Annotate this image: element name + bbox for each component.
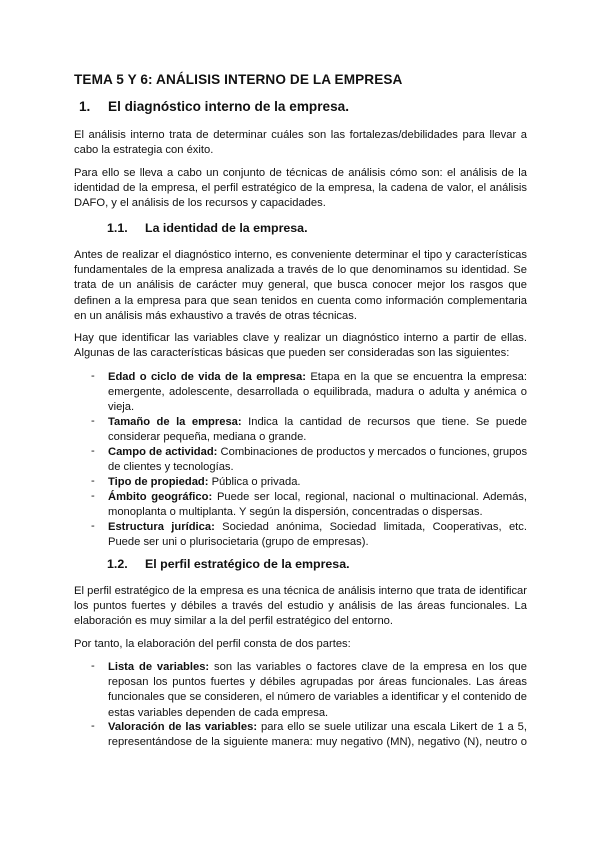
bullet-dash: - xyxy=(91,490,95,502)
section-1-2-heading: El perfil estratégico de la empresa. xyxy=(145,557,350,571)
text-line: fundamentales de la empresa analizada a través de lo que denominamos su identidad. Se xyxy=(74,264,527,277)
section-1-number: 1. xyxy=(79,99,91,114)
list-item xyxy=(108,660,527,721)
list-item xyxy=(108,475,527,490)
text-line: vieja. xyxy=(108,401,135,414)
list-item-term: Ámbito geográfico: xyxy=(108,491,213,503)
list-item-text: para ello se suele utilizar una escala Likert de 1 a 5, xyxy=(257,721,527,733)
list-item xyxy=(108,415,527,445)
text-line: El perfil estratégico de la empresa es una técnica de análisis interno que trata de identificar xyxy=(74,585,527,597)
bullet-dash: - xyxy=(91,445,95,457)
text-line: Hay que identificar las variables clave y realizar un diagnóstico interno a partir de ellas. xyxy=(74,332,527,344)
list-item-text: Pública o privada. xyxy=(208,476,301,488)
list-item-term: Estructura jurídica: xyxy=(108,521,215,533)
section-1-2-paragraph-2 xyxy=(74,637,527,652)
list-item xyxy=(108,720,527,750)
list-item xyxy=(108,490,527,520)
section-1-paragraph-1 xyxy=(74,128,527,158)
text-line: emergente, adolescente, desarrollada o equilibrada, madura o adulta y anémica o xyxy=(108,386,527,399)
section-1-1-heading: La identidad de la empresa. xyxy=(145,221,308,235)
list-item-term: Tamaño de la empresa: xyxy=(108,416,242,428)
text-line: reposan los puntos fuertes y débiles agrupadas por áreas funcionales. Las áreas xyxy=(108,676,527,689)
text-line: funcionales que se consideren, el número de variables a identificar y el contenido de xyxy=(108,691,527,704)
section-1-2-paragraph-1 xyxy=(74,584,527,630)
list-item-term: Edad o ciclo de vida de la empresa: xyxy=(108,371,306,383)
list-item-text: Etapa en la que se encuentra la empresa: xyxy=(305,371,527,383)
text-line: cabo la estrategia con éxito. xyxy=(74,144,214,157)
bullet-dash: - xyxy=(91,520,95,532)
text-line: monoplanta o multiplanta. Y según la dispersión, concentradas o dispersas. xyxy=(108,506,483,519)
text-line: considerar pequeña, mediana o grande. xyxy=(108,431,307,444)
list-item xyxy=(108,370,527,416)
section-1-heading: El diagnóstico interno de la empresa. xyxy=(108,99,349,114)
list-item-text: Combinaciones de productos y mercados o funciones, grupos xyxy=(217,446,528,458)
text-line: definen a la empresa para que sean tenidos en cuenta como información complementaria xyxy=(74,294,527,307)
list-item-text: Indica la cantidad de recursos que tiene. Se puede xyxy=(241,416,527,428)
text-line: Algunas de las características básicas que pueden ser consideradas son las siguientes: xyxy=(74,347,510,360)
list-item-term: Valoración de las variables: xyxy=(108,721,258,733)
text-line: Para ello se lleva a cabo un conjunto de técnicas de análisis cómo son: el análisis de la xyxy=(74,167,527,179)
list-item-term: Campo de actividad: xyxy=(108,446,218,458)
text-line: identidad de la empresa, el perfil estratégico de la empresa, la cadena de valor, el análisis xyxy=(74,182,527,195)
bullet-dash: - xyxy=(91,415,95,427)
list-item-text: Puede ser local, regional, nacional o multinacional. Además, xyxy=(212,491,527,503)
bullet-dash: - xyxy=(91,475,95,487)
text-line: en un análisis más exhaustivo a través de otras técnicas. xyxy=(74,309,357,322)
text-line: Puede ser uni o plurisocietaria (grupo de empresas). xyxy=(108,536,369,549)
list-item-term: Lista de variables: xyxy=(108,661,210,673)
bullet-dash: - xyxy=(91,660,95,672)
text-line: elaboración es muy similar a la del perfil estratégico del entorno. xyxy=(74,615,394,628)
text-line: Por tanto, la elaboración del perfil consta de dos partes: xyxy=(74,638,351,650)
section-1-1-number: 1.1. xyxy=(107,221,128,235)
list-item-term: Tipo de propiedad: xyxy=(108,476,209,488)
list-item xyxy=(108,520,527,550)
section-1-2-number: 1.2. xyxy=(107,557,128,571)
bullet-dash: - xyxy=(91,720,95,732)
list-item-text: son las variables o factores clave de la empresa en los que xyxy=(209,661,528,673)
section-1-1-paragraph-2 xyxy=(74,331,527,361)
text-line: Antes de realizar el diagnóstico interno, es conveniente determinar el tipo y características xyxy=(74,249,527,261)
text-line: El análisis interno trata de determinar cuáles son las fortalezas/debilidades para llevar a xyxy=(74,129,527,141)
text-line: representándose de la siguiente manera: muy negativo (MN), negativo (N), neutro o xyxy=(108,736,527,749)
text-line: DAFO, y el análisis de los recursos y capacidades. xyxy=(74,197,326,210)
text-line: de clientes y tecnologías. xyxy=(108,461,234,474)
section-1-paragraph-2 xyxy=(74,166,527,212)
section-1-1-paragraph-1 xyxy=(74,248,527,324)
list-item-text: Sociedad anónima, Sociedad limitada, Cooperativas, etc. xyxy=(214,521,527,533)
text-line: los puntos fuertes y débiles a través del estudio y análisis de las áreas funcionales. La xyxy=(74,600,527,613)
text-line: trata de un análisis de carácter muy general, que busca conocer mejor los rasgos que xyxy=(74,279,527,292)
document-title: TEMA 5 Y 6: ANÁLISIS INTERNO DE LA EMPRESA xyxy=(74,72,403,87)
bullet-dash: - xyxy=(91,370,95,382)
list-item xyxy=(108,445,527,475)
text-line: estas variables dependen de cada empresa. xyxy=(108,706,329,719)
